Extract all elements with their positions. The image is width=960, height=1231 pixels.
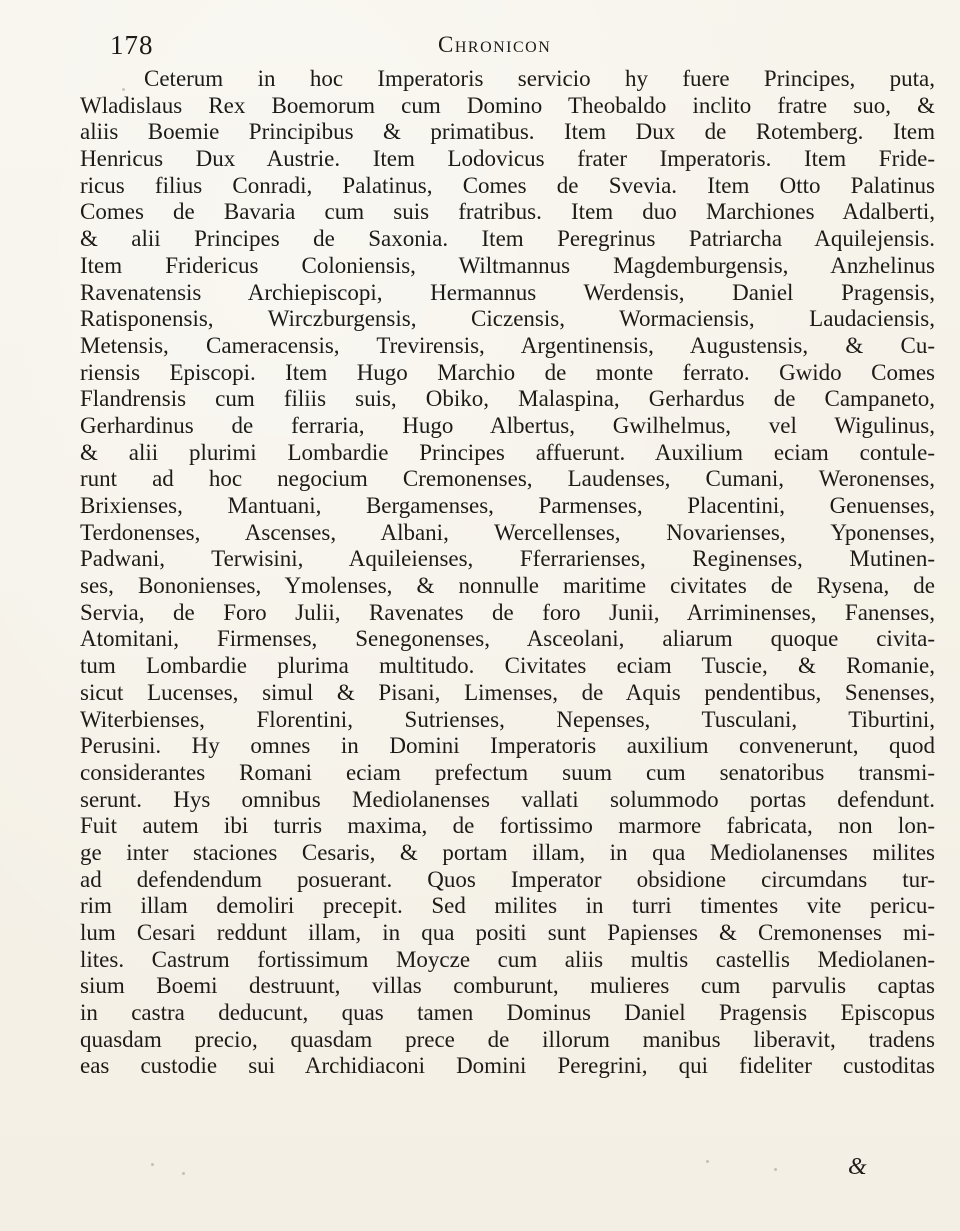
text-line: & alii plurimi Lombardie Principes affuerunt. Auxilium eciam contule- bbox=[80, 439, 935, 465]
text-line: Ratisponensis, Wirczburgensis, Ciczensis, Wormaciensis, Laudaciensis, bbox=[80, 306, 935, 332]
running-title: Chronicon bbox=[438, 32, 552, 57]
text-line: serunt. Hys omnibus Mediolanenses vallati solummodo portas defendunt. bbox=[80, 786, 935, 812]
text-line: quasdam precio, quasdam prece de illorum manibus liberavit, tradens bbox=[80, 1026, 935, 1052]
text-line: considerantes Romani eciam prefectum suum cum senatoribus transmi- bbox=[80, 759, 935, 785]
body-text bbox=[80, 66, 935, 1080]
text-line: Fuit autem ibi turris maxima, de fortissimo marmore fabricata, non lon- bbox=[80, 813, 935, 839]
text-line: ad defendendum posuerant. Quos Imperator obsidione circumdans tur- bbox=[80, 866, 935, 892]
page-number: 178 bbox=[110, 30, 154, 60]
paper-speck bbox=[122, 88, 125, 91]
text-line: aliis Boemie Principibus & primatibus. Item Dux de Rotemberg. Item bbox=[80, 119, 935, 145]
text-line: Item Fridericus Coloniensis, Wiltmannus Magdemburgensis, Anzhelinus bbox=[80, 252, 935, 278]
text-line: Wladislaus Rex Boemorum cum Domino Theobaldo inclito fratre suo, & bbox=[80, 92, 935, 118]
text-line: ge inter staciones Cesaris, & portam illam, in qua Mediolanenses milites bbox=[80, 839, 935, 865]
text-line: Witerbienses, Florentini, Sutrienses, Nepenses, Tusculani, Tiburtini, bbox=[80, 706, 935, 732]
text-line: Ravenatensis Archiepiscopi, Hermannus Werdensis, Daniel Pragensis, bbox=[80, 279, 935, 305]
text-line: ses, Bononienses, Ymolenses, & nonnulle maritime civitates de Rysena, de bbox=[80, 573, 935, 599]
page-header bbox=[80, 30, 930, 70]
text-line: Padwani, Terwisini, Aquileienses, Fferrarienses, Reginenses, Mutinen- bbox=[80, 546, 935, 572]
text-line: Servia, de Foro Julii, Ravenates de foro Junii, Arriminenses, Fanenses, bbox=[80, 599, 935, 625]
text-line: Comes de Bavaria cum suis fratribus. Item duo Marchiones Adalberti, bbox=[80, 199, 935, 225]
text-line: rim illam demoliri precepit. Sed milites in turri timentes vite pericu- bbox=[80, 893, 935, 919]
text-line: Ceterum in hoc Imperatoris servicio hy fuere Principes, puta, bbox=[144, 66, 935, 91]
text-line: Terdonenses, Ascenses, Albani, Wercellenses, Novarienses, Yponenses, bbox=[80, 519, 935, 545]
text-line: Brixienses, Mantuani, Bergamenses, Parmenses, Placentini, Genuenses, bbox=[80, 493, 935, 518]
paper-speck bbox=[151, 1163, 154, 1166]
text-line: ricus filius Conradi, Palatinus, Comes de Svevia. Item Otto Palatinus bbox=[80, 172, 935, 198]
text-line: in castra deducunt, quas tamen Dominus Daniel Pragensis Episcopus bbox=[80, 1000, 935, 1026]
text-line: tum Lombardie plurima multitudo. Civitates eciam Tuscie, & Romanie, bbox=[80, 653, 935, 679]
text-line: Henricus Dux Austrie. Item Lodovicus frater Imperatoris. Item Fride- bbox=[80, 146, 935, 172]
text-line: runt ad hoc negocium Cremonenses, Laudenses, Cumani, Weronenses, bbox=[80, 466, 935, 492]
text-line: Gerhardinus de ferraria, Hugo Albertus, Gwilhelmus, vel Wigulinus, bbox=[80, 412, 935, 438]
text-line: Perusini. Hy omnes in Domini Imperatoris auxilium convenerunt, quod bbox=[80, 733, 935, 759]
text-line: riensis Episcopi. Item Hugo Marchio de monte ferrato. Gwido Comes bbox=[80, 359, 935, 385]
catchword: & bbox=[848, 1154, 867, 1180]
text-line: sicut Lucenses, simul & Pisani, Limenses, de Aquis pendentibus, Senenses, bbox=[80, 679, 935, 705]
text-line: eas custodie sui Archidiaconi Domini Peregrini, qui fideliter custoditas bbox=[80, 1053, 935, 1079]
text-line: sium Boemi destruunt, villas comburunt, mulieres cum parvulis captas bbox=[80, 973, 935, 999]
text-line: Flandrensis cum filiis suis, Obiko, Malaspina, Gerhardus de Campaneto, bbox=[80, 386, 935, 412]
paper-speck bbox=[706, 1160, 709, 1163]
paper-speck bbox=[182, 1172, 185, 1175]
text-line: lites. Castrum fortissimum Moycze cum aliis multis castellis Mediolanen- bbox=[80, 946, 935, 972]
text-line: Atomitani, Firmenses, Senegonenses, Asceolani, aliarum quoque civita- bbox=[80, 626, 935, 652]
paper-speck bbox=[774, 1168, 777, 1171]
text-line: lum Cesari reddunt illam, in qua positi sunt Papienses & Cremonenses mi- bbox=[80, 920, 935, 945]
text-line: & alii Principes de Saxonia. Item Peregrinus Patriarcha Aquilejensis. bbox=[80, 226, 935, 252]
text-line: Metensis, Cameracensis, Trevirensis, Argentinensis, Augustensis, & Cu- bbox=[80, 332, 935, 358]
